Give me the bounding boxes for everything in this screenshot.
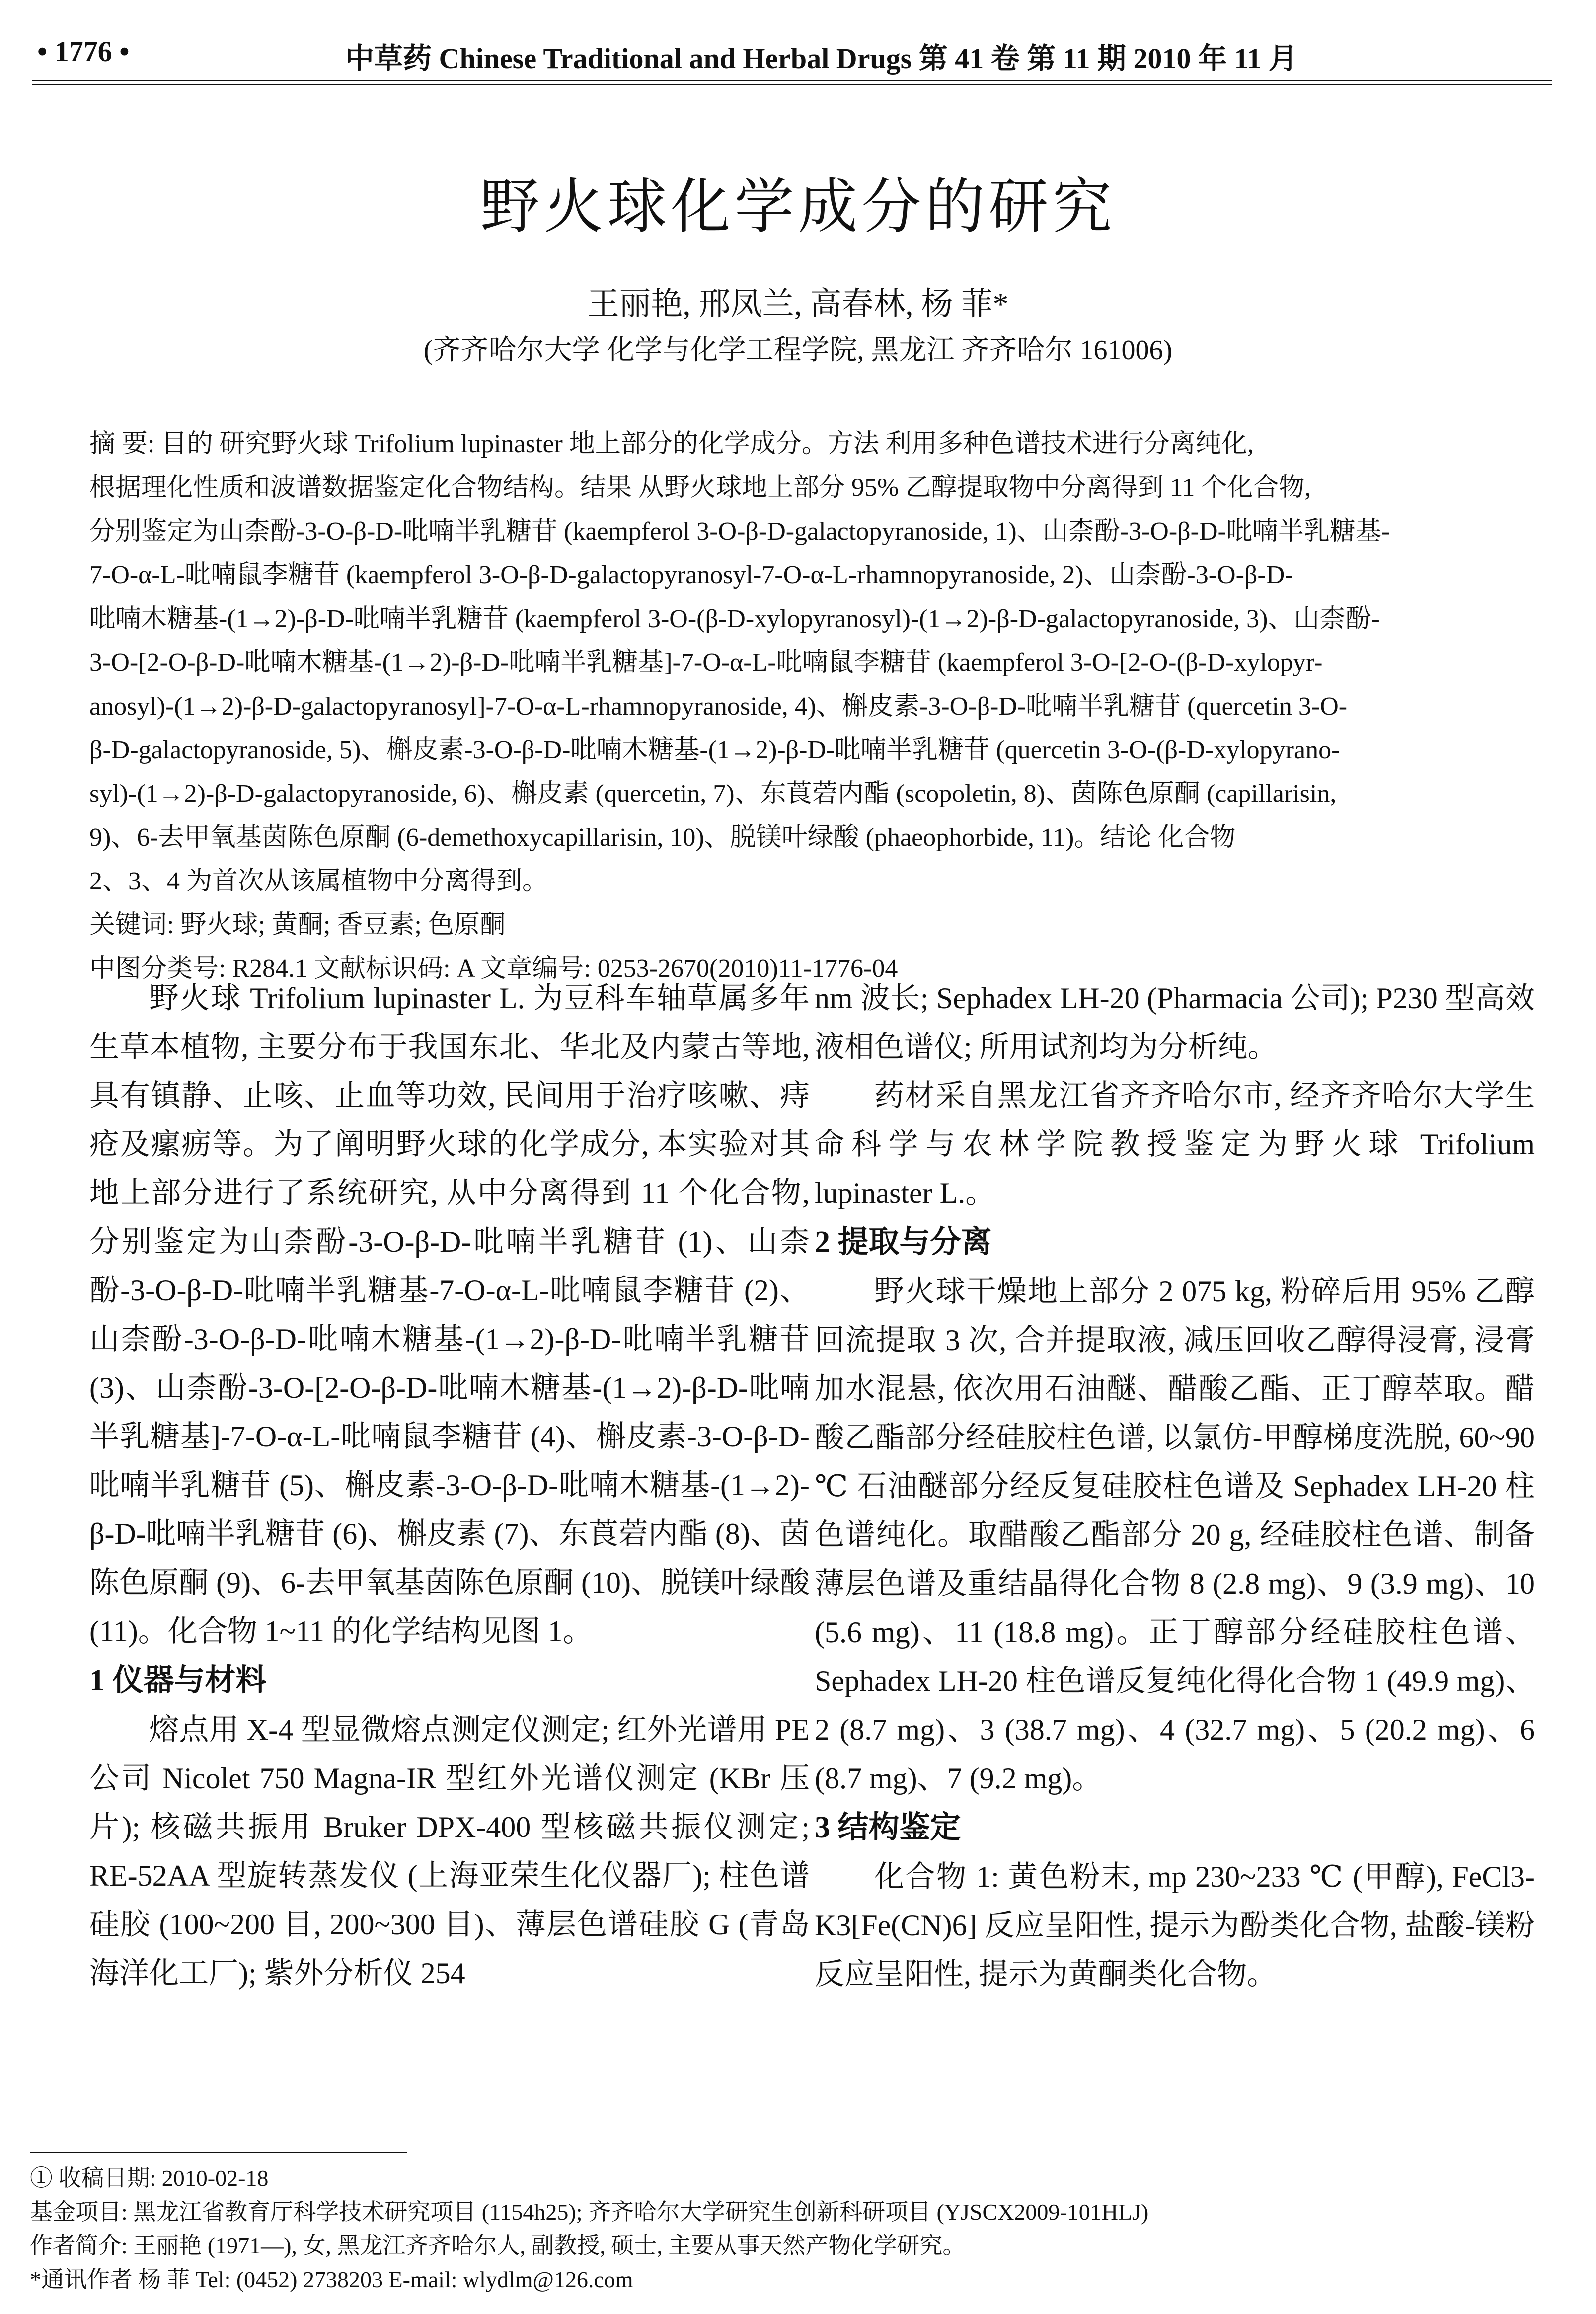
section-paragraph: 化合物 1: 黄色粉末, mp 230~233 ℃ (甲醇), FeCl3-K3[Fe(CN)6] 反应呈阳性, 提示为酚类化合物, 盐酸-镁粉反应呈阳性, 提示为黄酮类化合物。 bbox=[815, 1860, 1535, 1991]
continued-paragraph: nm 波长; Sephadex LH-20 (Pharmacia 公司); P230 型高效液相色谱仪; 所用试剂均为分析纯。 bbox=[815, 982, 1535, 1063]
section-heading: 1 仪器与材料 bbox=[89, 1664, 267, 1697]
intro-paragraph: 野火球 Trifolium lupinaster L. 为豆科车轴草属多年生草本植物, 主要分布于我国东北、华北及内蒙古等地, 具有镇静、止咳、止血等功效, 民间用于治疗咳嗽、痔疮及瘰疬等。为了阐明野火球的化学成分, 本实验对其地上部分进行了系统研究, 从中分离得到 11 个化合物, 分别鉴定为山柰酚-3-O-β-D-吡喃半乳糖苷 (1)、山柰酚-3-O-β-D-吡喃半乳糖基-7-O-α-L-吡喃鼠李糖苷 (2)、山柰酚-3-O-β-D-吡喃木糖基-(1→2)-β-D-吡喃半乳糖苷 (3)、山柰酚-3-O-[2-O-β-D-吡喃木糖基-(1→2)-β-D-吡喃半乳糖基]-7-O-α-L-吡喃鼠李糖苷 (4)、槲皮素-3-O-β-D-吡喃半乳糖苷 (5)、槲皮素-3-O-β-D-吡喃木糖基-(1→2)-β-D-吡喃半乳糖苷 (6)、槲皮素 (7)、东莨菪内酯 (8)、茵陈色原酮 (9)、6-去甲氧基茵陈色原酮 (10)、脱镁叶绿酸 (11)。化合物 1~11 的化学结构见图 1。 bbox=[89, 982, 810, 1648]
footnote-author-bio: 作者简介: 王丽艳 (1971—), 女, 黑龙江齐齐哈尔人, 副教授, 硕士, 主要从事天然产物化学研究。 bbox=[30, 2233, 966, 2258]
abstract-line: β-D-galactopyranoside, 5)、槲皮素-3-O-β-D-吡喃木糖基-(1→2)-β-D-吡喃半乳糖苷 (quercetin 3-O-(β-D-xylopyrano- bbox=[89, 736, 1340, 764]
author-list: 王丽艳, 邢凤兰, 高春林, 杨 菲* bbox=[587, 286, 1009, 321]
footnote-funding: 基金项目: 黑龙江省教育厅科学技术研究项目 (1154h25); 齐齐哈尔大学研究生创新科研项目 (YJSCX2009-101HLJ) bbox=[30, 2199, 1149, 2225]
affiliation: (齐齐哈尔大学 化学与化学工程学院, 黑龙江 齐齐哈尔 161006) bbox=[423, 335, 1173, 366]
section-heading: 3 结构鉴定 bbox=[815, 1811, 961, 1844]
section-paragraph: 野火球干燥地上部分 2 075 kg, 粉碎后用 95% 乙醇回流提取 3 次, 合并提取液, 减压回收乙醇得浸膏, 浸膏加水混悬, 依次用石油醚、醋酸乙酯、正丁醇萃取。醋酸乙酯部分经硅胶柱色谱, 以氯仿-甲醇梯度洗脱, 60~90 ℃ 石油醚部分经反复硅胶柱色谱及 Sephadex LH-20 柱色谱纯化。取醋酸乙酯部分 20 g, 经硅胶柱色谱、制备薄层色谱及重结晶得化合物 8 (2.8 mg)、9 (3.9 mg)、10 (5.6 mg)、11 (18.8 mg)。正丁醇部分经硅胶柱色谱、Sephadex LH-20 柱色谱反复纯化得化合物 1 (49.9 mg)、2 (8.7 mg)、3 (38.7 mg)、4 (32.7 mg)、5 (20.2 mg)、6 (8.7 mg)、7 (9.2 mg)。 bbox=[815, 1275, 1535, 1795]
abstract-line: 吡喃木糖基-(1→2)-β-D-吡喃半乳糖苷 (kaempferol 3-O-(β-D-xylopyranosyl)-(1→2)-β-D-galactopyranoside, 3)、山柰酚- bbox=[89, 605, 1380, 633]
footnote-received: ① 收稿日期: 2010-02-18 bbox=[30, 2165, 269, 2191]
abstract-line: anosyl)-(1→2)-β-D-galactopyranosyl]-7-O-α-L-rhamnopyranoside, 4)、槲皮素-3-O-β-D-吡喃半乳糖苷 (quercetin 3-O- bbox=[89, 692, 1348, 720]
left-column bbox=[89, 974, 810, 1997]
abstract-block bbox=[89, 422, 1480, 991]
article-title: 野火球化学成分的研究 bbox=[480, 174, 1116, 240]
footnote-rule bbox=[30, 2152, 407, 2153]
abstract-line: 3-O-[2-O-β-D-吡喃木糖基-(1→2)-β-D-吡喃半乳糖基]-7-O-α-L-吡喃鼠李糖苷 (kaempferol 3-O-[2-O-(β-D-xylopyr- bbox=[89, 648, 1323, 677]
classification-codes: 中图分类号: R284.1 文献标识码: A 文章编号: 0253-2670(2010)11-1776-04 bbox=[89, 955, 898, 983]
abstract-line: 根据理化性质和波谱数据鉴定化合物结构。结果 从野火球地上部分 95% 乙醇提取物中分离得到 11 个化合物, bbox=[89, 474, 1311, 502]
abstract-line: 分别鉴定为山柰酚-3-O-β-D-吡喃半乳糖苷 (kaempferol 3-O-β-D-galactopyranoside, 1)、山柰酚-3-O-β-D-吡喃半乳糖基- bbox=[89, 517, 1390, 546]
section-heading: 2 提取与分离 bbox=[815, 1225, 992, 1259]
page-number: • 1776 • bbox=[37, 35, 130, 68]
specimen-paragraph: 药材采自黑龙江省齐齐哈尔市, 经齐齐哈尔大学生命科学与农林学院教授鉴定为野火球 Trifolium lupinaster L.。 bbox=[815, 1079, 1535, 1209]
header-rule bbox=[32, 80, 1552, 81]
section-paragraph: 熔点用 X-4 型显微熔点测定仪测定; 红外光谱用 PE 公司 Nicolet 750 Magna-IR 型红外光谱仪测定 (KBr 压片); 核磁共振用 Bruker DPX-400 型核磁共振仪测定; RE-52AA 型旋转蒸发仪 (上海亚荣生化仪器厂); 柱色谱硅胶 (100~200 目, 200~300 目)、薄层色谱硅胶 G (青岛海洋化工厂); 紫外分析仪 254 bbox=[89, 1713, 810, 1990]
header-rule-thin bbox=[32, 84, 1552, 85]
abstract-line: 7-O-α-L-吡喃鼠李糖苷 (kaempferol 3-O-β-D-galactopyranosyl-7-O-α-L-rhamnopyranoside, 2)、山柰酚-3-O-β-D- bbox=[89, 561, 1293, 589]
abstract-line: syl)-(1→2)-β-D-galactopyranoside, 6)、槲皮素 (quercetin, 7)、东莨菪内酯 (scopoletin, 8)、茵陈色原酮 (capillarisin, bbox=[89, 780, 1337, 808]
right-column bbox=[815, 974, 1535, 1998]
keywords: 关键词: 野火球; 黄酮; 香豆素; 色原酮 bbox=[89, 911, 506, 939]
abstract-line: 9)、6-去甲氧基茵陈色原酮 (6-demethoxycapillarisin, 10)、脱镁叶绿酸 (phaeophorbide, 11)。结论 化合物 bbox=[89, 823, 1236, 852]
abstract-line: 摘 要: 目的 研究野火球 Trifolium lupinaster 地上部分的化学成分。方法 利用多种色谱技术进行分离纯化, bbox=[89, 430, 1254, 458]
abstract-line: 2、3、4 为首次从该属植物中分离得到。 bbox=[89, 867, 548, 895]
footnotes bbox=[30, 2161, 1570, 2297]
journal-title: 中草药 Chinese Traditional and Herbal Drugs 第 41 卷 第 11 期 2010 年 11 月 bbox=[345, 42, 1297, 75]
footnote-contact: *通讯作者 杨 菲 Tel: (0452) 2738203 E-mail: wlydlm@126.com bbox=[30, 2267, 633, 2292]
running-header bbox=[37, 30, 1547, 75]
